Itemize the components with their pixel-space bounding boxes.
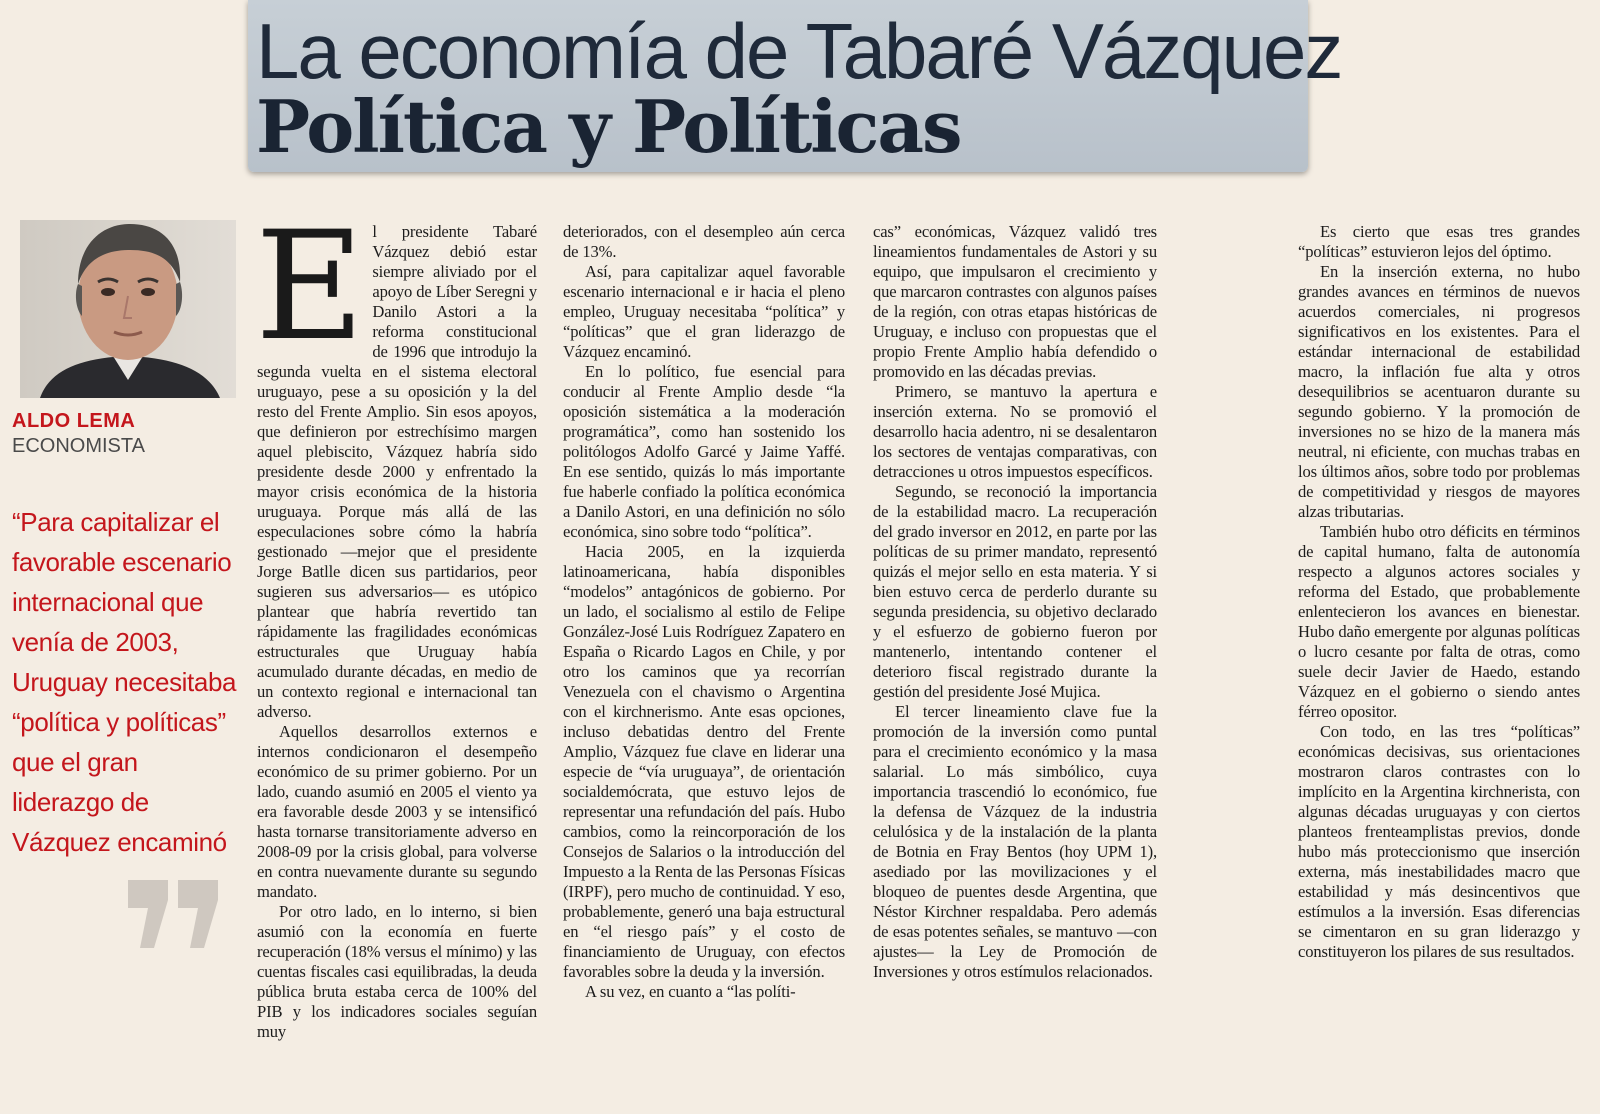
- paragraph: deteriorados, con el desempleo aún cerca de 13%.: [563, 222, 845, 261]
- author-name: ALDO LEMA: [12, 410, 136, 432]
- paragraph: En lo político, fue esencial para conducir al Frente Amplio desde “la oposición sistemática a la moderación programática”, como han sostenido los politólogos Adolfo Garcé y Jaime Yaffé. En ese sentido, quizás lo más importante fue haberle confiado la política económica a Danilo Astori, en una definición no sólo económica, sino sobre todo “política”.: [563, 362, 845, 541]
- paragraph: También hubo otro déficits en términos de capital humano, falta de autonomía respecto a algunos actores sociales y reforma del Estado, que probablemente enlentecieron los avances en bienestar. Hubo daño emergente por algunas políticas o lucro cesante por falta de otras, como suele decir Javier de Haedo, estando Vázquez en el gobierno o siendo antes férreo opositor.: [1298, 522, 1580, 721]
- article-column-3: [873, 222, 1157, 982]
- paragraph: A su vez, en cuanto a “las políti-: [585, 982, 796, 1001]
- paragraph: En la inserción externa, no hubo grandes avances en términos de nuevos acuerdos comerciales, ni progresos significativos en los existentes. Para el estándar internacional de estabilidad macro, la inflación fue alta y otros desequilibrios se acentuaron durante su segundo gobierno. Y la promoción de inversiones no se hizo de la manera más neutral, ni eficiente, con muchas trabas en los últimos años, sobre todo por problemas de competitividad y riesgos de mayores alzas tributarias.: [1298, 262, 1580, 521]
- paragraph: Con todo, en las tres “políticas” económicas decisivas, sus orientaciones mostraron claros contrastes con lo implícito en la Argentina kirchnerista, con algunas décadas uruguayas y con ciertos planteos frenteamplistas previos, donde hubo más proteccionismo que inserción externa, más inestabilidades macro que estabilidad y más desincentivos que estímulos a la inversión. Esas diferencias se cimentaron en su gran liderazgo y constituyeron los pilares de sus resultados.: [1298, 722, 1580, 961]
- paragraph: cas” económicas, Vázquez validó tres lineamientos fundamentales de Astori y su equipo, que impulsaron el crecimiento y que marcaron contrastes con algunos países de la región, con otras etapas históricas de Uruguay, e incluso con propuestas que el propio Frente Amplio había defendido o promovido en las décadas previas.: [873, 222, 1157, 381]
- paragraph: l presidente Tabaré Vázquez debió estar siempre aliviado por el apoyo de Líber Seregni y Danilo Astori a la reforma constitucional de 1996 que introdujo la segunda vuelta en el sistema electoral uruguayo, pese a su oposición y la del resto del Frente Amplio. Sin esos apoyos, que definieron por estrechísimo margen aquel plebiscito, Vázquez habría sido presidente desde 2000 y enfrentado la mayor crisis económica de la historia uruguaya. Porque más allá de las especulaciones sobre cómo la habría gestionado —mejor que el presidente Jorge Batlle dicen sus partidarios, peor sugieren sus adversarios— es utópico plantear que habría revertido tan rápidamente las fragilidades económicas estructurales que Uruguay había acumulado durante décadas, en medio de un contexto regional e internacional tan adverso.: [257, 222, 537, 721]
- paragraph: El tercer lineamiento clave fue la promoción de la inversión como puntal para el crecimiento económico y la masa salarial. Lo más simbólico, cuya importancia trascendió lo económico, fue la defensa de Vázquez de la industria celulósica y de la instalación de la planta de Botnia en Fray Bentos (hoy UPM 1), asediado por las movilizaciones y el bloqueo de puentes desde Argentina, que Néstor Kirchner respaldaba. Pero además de esas potentes señales, se mantuvo —con ajustes— la Ley de Promoción de Inversiones y otros estímulos relacionados.: [873, 702, 1157, 981]
- paragraph: Aquellos desarrollos externos e internos condicionaron el desempeño económico de su primer gobierno. Por un lado, cuando asumió en 2005 el viento ya era favorable desde 2003 y se intensificó hasta tornarse transitoriamente adverso en 2008-09 por la crisis global, para volverse en contra nuevamente durante su segundo mandato.: [257, 722, 537, 901]
- author-photo: [20, 220, 236, 398]
- drop-cap: E: [255, 200, 365, 374]
- paragraph: Segundo, se reconoció la importancia de la estabilidad macro. La recuperación del grado inversor en 2012, en parte por las políticas de su primer mandato, representó quizás el mejor sello en esta materia. Y si bien estuvo cerca de perderlo durante su segunda presidencia, su objetivo declarado y el esfuerzo de gobierno fueron por mantenerlo, intentando contener el deterioro fiscal registrado durante la gestión del presidente José Mujica.: [873, 482, 1157, 701]
- article-column-4: [1298, 222, 1580, 962]
- article-column-1: [255, 200, 537, 1042]
- headline-title: La economía de Tabaré Vázquez: [256, 7, 1342, 95]
- article-column-2: [563, 222, 845, 1002]
- author-role: ECONOMISTA: [12, 435, 145, 457]
- paragraph: Primero, se mantuvo la apertura e inserción externa. No se promovió el desarrollo hacia adentro, ni se desalentaron los sectores de ventajas comparativas, con detracciones u otros impuestos específicos.: [873, 382, 1157, 481]
- pull-quote: “Para capitalizar el favorable escenario internacional que venía de 2003, Uruguay necesitaba “política y políticas” que el gran liderazgo de Vázquez encaminó: [12, 507, 237, 857]
- headline-box: [248, 0, 1342, 172]
- paragraph: Hacia 2005, en la izquierda latinoamericana, había disponibles “modelos” antagónicos de gobierno. Por un lado, el socialismo al estilo de Felipe González-José Luis Rodríguez Zapatero en España o Ricardo Lagos en Chile, y por otro los caminos que ya recorrían Venezuela con el chavismo o Argentina con el kirchnerismo. Ante esas opciones, incluso debatidas dentro del Frente Amplio, Vázquez fue clave en liderar una especie de “vía uruguaya”, de orientación socialdemócrata, que estuvo lejos de representar una refundación del país. Hubo cambios, como la reincorporación de los Consejos de Salarios o la introducción del Impuesto a la Renta de las Personas Físicas (IRPF), pero mucho de continuidad. Y eso, probablemente, generó una baja estructural en “el riesgo país” y el costo de financiamiento de Uruguay, con efectos favorables sobre la deuda y la inversión.: [563, 542, 845, 981]
- paragraph: Por otro lado, en lo interno, si bien asumió con la economía en fuerte recuperación (18% versus el mínimo) y las cuentas fiscales casi equilibradas, la deuda pública bruta estaba cerca de 100% del PIB y los indicadores sociales seguían muy: [257, 902, 537, 1041]
- headline-subtitle: Política y Políticas: [256, 84, 961, 169]
- author-portrait-icon: [20, 220, 236, 398]
- paragraph: Es cierto que esas tres grandes “políticas” estuvieron lejos del óptimo.: [1298, 222, 1580, 261]
- closing-quote-icon: [124, 878, 224, 955]
- paragraph: Así, para capitalizar aquel favorable escenario internacional e ir hacia el pleno empleo, Uruguay necesitaba “política” y “políticas” que el gran liderazgo de Vázquez encaminó.: [563, 262, 845, 361]
